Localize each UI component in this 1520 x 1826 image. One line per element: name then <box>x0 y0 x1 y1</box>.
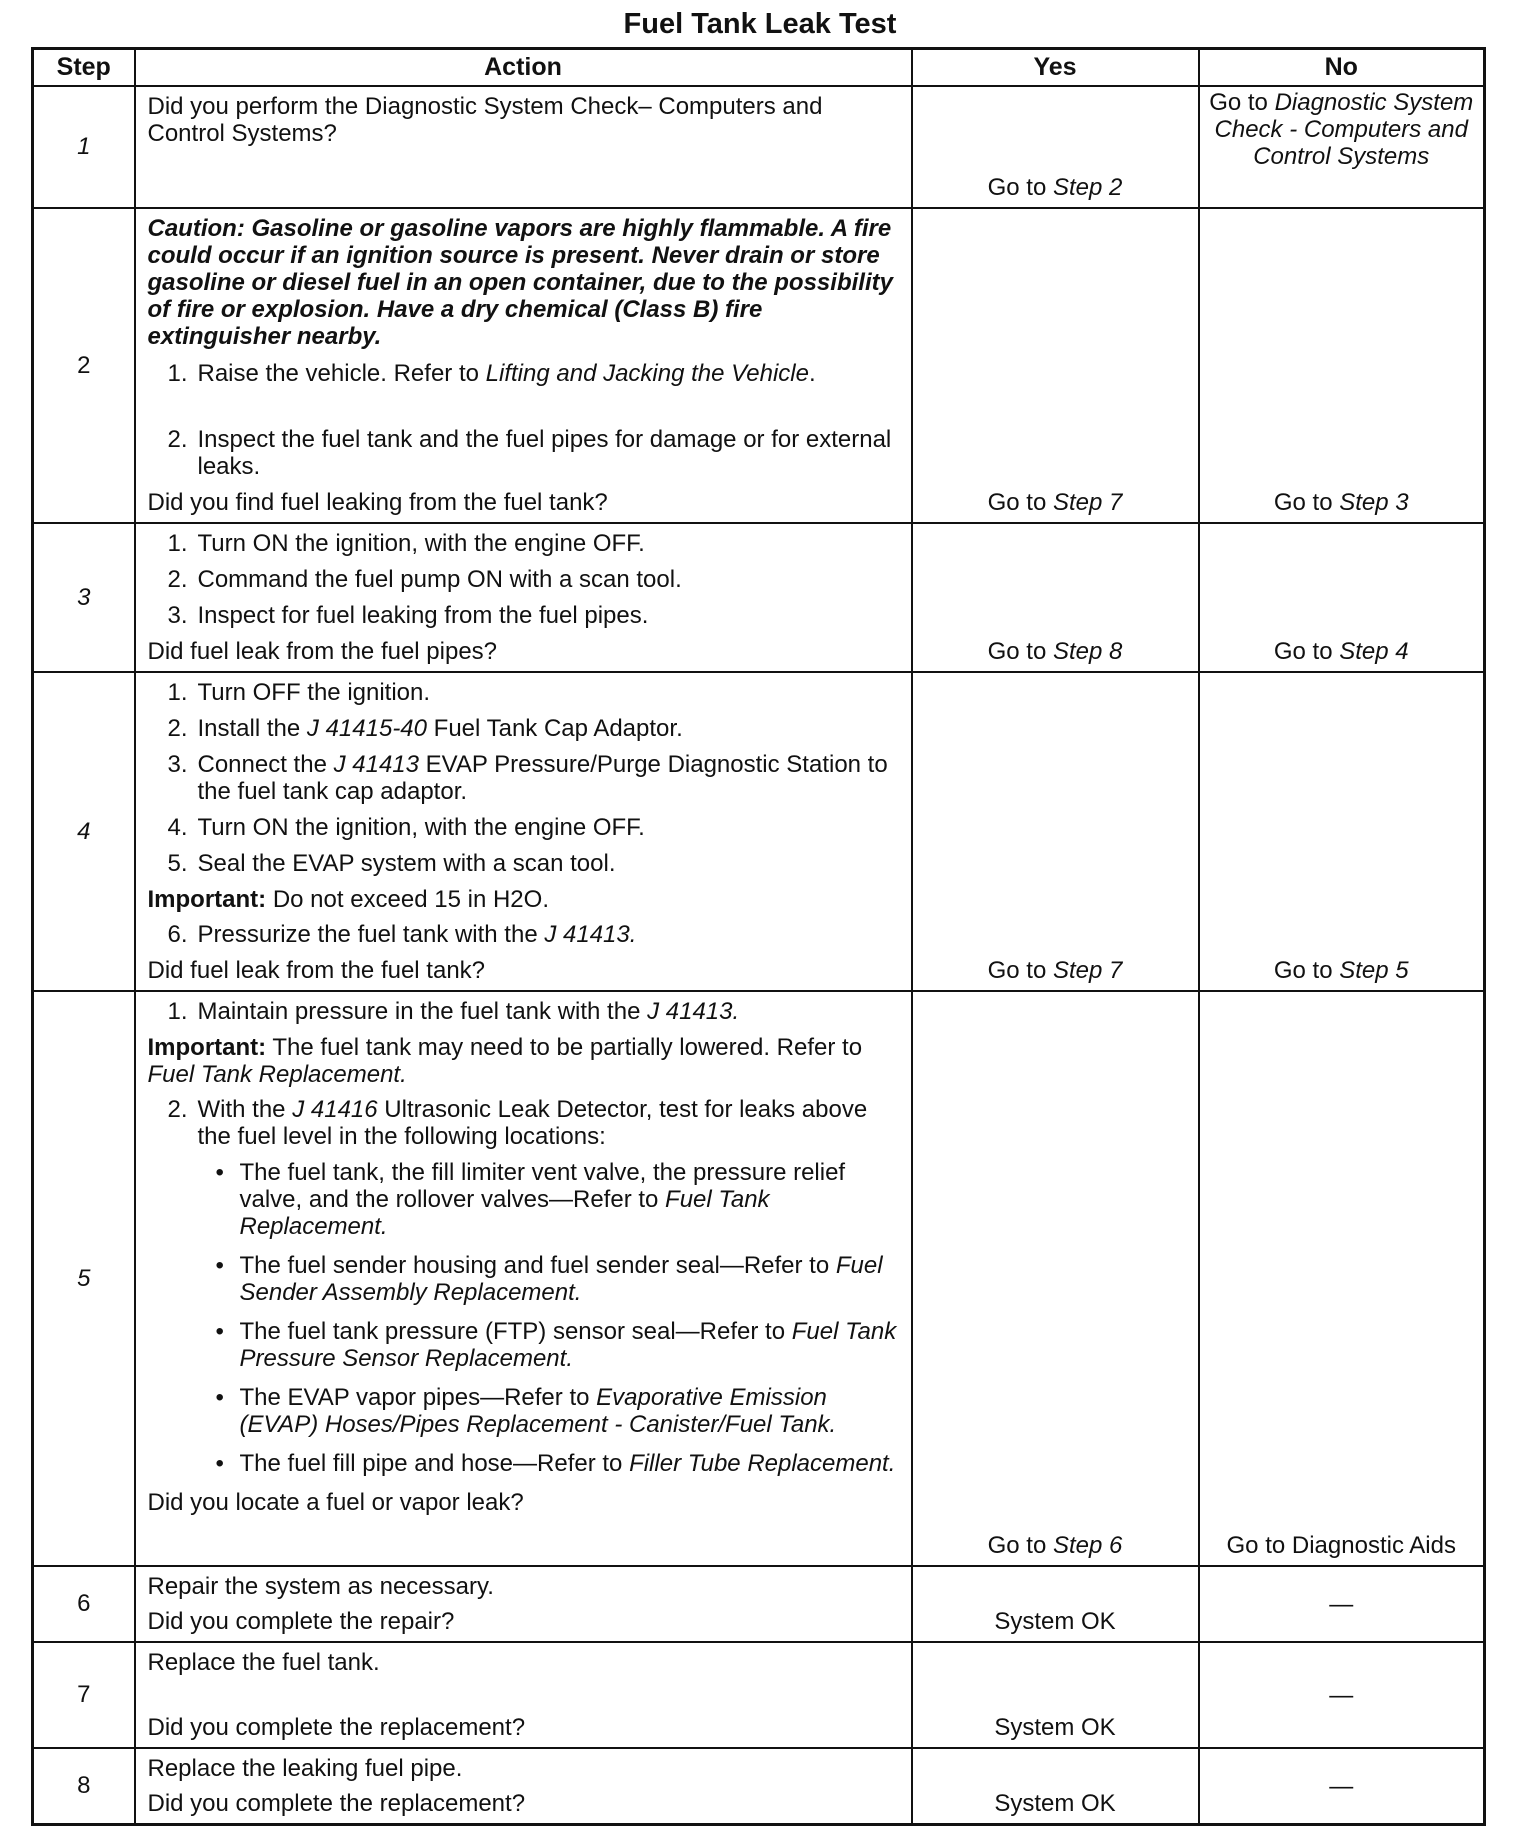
list-number: 2. <box>167 715 188 742</box>
action-cell <box>135 1748 912 1825</box>
no-cell: — <box>1199 1566 1485 1642</box>
list-text: Turn ON the ignition, with the engine OFF. <box>197 814 645 841</box>
tool-ref: J 41413. <box>647 998 740 1025</box>
important-label: Important: <box>147 886 267 913</box>
list-number: 2. <box>167 1096 188 1123</box>
action-cell <box>135 208 912 523</box>
bullet-text: The EVAP vapor pipes—Refer to <box>239 1384 590 1411</box>
yes-step-link[interactable]: Step 6 <box>1052 1532 1123 1559</box>
step-number: 6 <box>33 1566 135 1642</box>
list-item <box>148 814 901 841</box>
table-row-step-1 <box>33 86 1485 208</box>
no-step-link[interactable]: Step 5 <box>1339 957 1409 984</box>
bullet-item <box>148 1318 901 1372</box>
yes-cell <box>912 991 1199 1566</box>
step-number: 1 <box>33 86 135 208</box>
question: Did you perform the Diagnostic System Check– Computers and Control Systems? <box>147 93 823 147</box>
yes-prefix: Go to <box>987 489 1047 516</box>
yes-prefix: Go to <box>987 174 1047 201</box>
bullet-text: The fuel sender housing and fuel sender seal—Refer to <box>239 1252 830 1279</box>
list-number: 5. <box>167 850 188 877</box>
no-cell <box>1199 523 1485 672</box>
yes-prefix: Go to <box>987 1532 1047 1559</box>
list-text: EVAP Pressure/Purge Diagnostic Station to the fuel tank cap adaptor. <box>197 751 888 805</box>
question: Did fuel leak from the fuel pipes? <box>147 638 498 665</box>
step-number: 4 <box>33 672 135 991</box>
no-step-link[interactable]: Step 3 <box>1339 489 1409 516</box>
list-text: Pressurize the fuel tank with the <box>197 921 538 948</box>
bullet-item <box>148 1450 901 1477</box>
list-number: 1. <box>167 998 188 1025</box>
table-row-step-8 <box>33 1748 1485 1825</box>
list-number: 3. <box>167 602 188 629</box>
table-row-step-2 <box>33 208 1485 523</box>
list-text: Ultrasonic Leak Detector, test for leaks above the fuel level in the following locations: <box>197 1096 868 1150</box>
list-number: 1. <box>167 530 188 557</box>
list-number: 2. <box>167 566 188 593</box>
spacer <box>148 1684 901 1714</box>
action-line: Replace the leaking fuel pipe. <box>147 1755 463 1782</box>
tool-ref: J 41416 <box>292 1096 378 1123</box>
no-prefix: Go to <box>1209 89 1268 116</box>
step-number: 5 <box>33 991 135 1566</box>
tool-ref: J 41413. <box>544 921 637 948</box>
list-text: Install the <box>197 715 301 742</box>
question: Did you complete the replacement? <box>147 1790 526 1817</box>
question: Did you find fuel leaking from the fuel tank? <box>147 489 608 516</box>
header-yes: Yes <box>912 49 1199 87</box>
table-row-step-4 <box>33 672 1485 991</box>
header-step: Step <box>33 49 135 87</box>
yes-cell <box>912 86 1199 208</box>
list-text: Command the fuel pump ON with a scan tool. <box>197 566 682 593</box>
bullet: • <box>215 1318 224 1345</box>
important-text: The fuel tank may need to be partially lowered. Refer to <box>272 1034 863 1061</box>
list-item <box>148 566 901 593</box>
no-prefix: Go to <box>1273 489 1333 516</box>
procedure-link[interactable]: Fuel Tank Pressure Sensor Replacement. <box>239 1318 897 1372</box>
yes-prefix: Go to <box>987 638 1047 665</box>
list-item: 1. Raise the vehicle. Refer to Lifting and Jacking the Vehicle. <box>148 360 901 387</box>
action-cell <box>135 86 912 208</box>
important-note <box>148 1034 901 1088</box>
step-number: 3 <box>33 523 135 672</box>
yes-step-link[interactable]: Step 7 <box>1052 957 1123 984</box>
yes-cell <box>912 208 1199 523</box>
yes-step-link[interactable]: Step 2 <box>1052 174 1123 201</box>
header-no: No <box>1199 49 1485 87</box>
yes-cell <box>912 672 1199 991</box>
list-item <box>148 530 901 557</box>
table-row-step-5 <box>33 991 1485 1566</box>
tool-ref: J 41413 <box>333 751 419 778</box>
no-cell: — <box>1199 1642 1485 1748</box>
important-label: Important: <box>147 1034 267 1061</box>
no-prefix: Go to <box>1273 957 1333 984</box>
bullet-item <box>148 1252 901 1306</box>
no-cell <box>1199 86 1485 208</box>
bullet-text: The fuel tank, the fill limiter vent valve, the pressure relief valve, and the rollover valves—Refer to <box>239 1159 846 1213</box>
question: Did you complete the repair? <box>147 1608 455 1635</box>
header-action: Action <box>135 49 912 87</box>
header-row <box>33 49 1485 87</box>
procedure-link[interactable]: Evaporative Emission (EVAP) Hoses/Pipes Replacement - Canister/Fuel Tank. <box>239 1384 837 1438</box>
list-text: Seal the EVAP system with a scan tool. <box>197 850 616 877</box>
caution-text: Caution: Gasoline or gasoline vapors are highly flammable. A fire could occur if an ignition source is present. Never drain or store gasoline or diesel fuel in an open container, due to the possibility of fire or explosion. Have a dry chemical (Class B) fire extinguisher nearby. <box>147 215 893 350</box>
step-number: 7 <box>33 1642 135 1748</box>
spacer <box>148 396 901 426</box>
list-item <box>148 679 901 706</box>
list-number: 3. <box>167 751 188 778</box>
question: Did you complete the replacement? <box>147 1714 526 1741</box>
action-line: Repair the system as necessary. <box>147 1573 494 1600</box>
yes-step-link[interactable]: Step 7 <box>1052 489 1123 516</box>
list-item <box>148 921 901 948</box>
bullet-item <box>148 1384 901 1438</box>
list-text: Fuel Tank Cap Adaptor. <box>433 715 683 742</box>
table-row-step-7 <box>33 1642 1485 1748</box>
table-row-step-6 <box>33 1566 1485 1642</box>
list-text: Turn OFF the ignition. <box>197 679 431 706</box>
bullet-text: The fuel tank pressure (FTP) sensor seal—Refer to <box>239 1318 786 1345</box>
action-cell <box>135 1566 912 1642</box>
list-number: 2. <box>167 426 188 453</box>
bullet-item <box>148 1159 901 1240</box>
list-text: Maintain pressure in the fuel tank with the <box>197 998 641 1025</box>
procedure-link[interactable]: Lifting and Jacking the Vehicle <box>485 360 809 387</box>
no-diagnostic-aids-link[interactable]: Go to Diagnostic Aids <box>1226 1532 1456 1559</box>
yes-cell: System OK <box>912 1748 1199 1825</box>
list-item <box>148 602 901 629</box>
list-number: 4. <box>167 814 188 841</box>
list-item <box>148 998 901 1025</box>
list-text: Raise the vehicle. Refer to <box>197 360 479 387</box>
question: Did fuel leak from the fuel tank? <box>147 957 486 984</box>
yes-prefix: Go to <box>987 957 1047 984</box>
list-item <box>148 715 901 742</box>
yes-cell: System OK <box>912 1642 1199 1748</box>
question: Did you locate a fuel or vapor leak? <box>147 1489 524 1516</box>
list-text: Connect the <box>197 751 327 778</box>
action-line: Replace the fuel tank. <box>147 1649 380 1676</box>
tool-ref: J 41415-40 <box>306 715 427 742</box>
list-text: With the <box>197 1096 286 1123</box>
action-cell <box>135 523 912 672</box>
bullet: • <box>215 1450 224 1477</box>
bullet: • <box>215 1252 224 1279</box>
bullet: • <box>215 1384 224 1411</box>
no-cell <box>1199 991 1485 1566</box>
step-number: 2 <box>33 208 135 523</box>
procedure-link[interactable]: Fuel Tank Replacement. <box>147 1061 407 1088</box>
no-cell: — <box>1199 1748 1485 1825</box>
no-prefix: Go to <box>1273 638 1333 665</box>
table-row-step-3 <box>33 523 1485 672</box>
list-number: 1. <box>167 679 188 706</box>
procedure-link[interactable]: Filler Tube Replacement. <box>629 1450 896 1477</box>
procedure-link[interactable]: Fuel Tank Replacement. <box>239 1186 770 1240</box>
action-cell <box>135 1642 912 1748</box>
list-item <box>148 1096 901 1150</box>
list-text: Inspect for fuel leaking from the fuel pipes. <box>197 602 649 629</box>
list-number: 6. <box>167 921 188 948</box>
step-number: 8 <box>33 1748 135 1825</box>
important-note <box>148 886 901 913</box>
list-item <box>148 426 901 480</box>
no-cell <box>1199 208 1485 523</box>
list-text: Turn ON the ignition, with the engine OFF. <box>197 530 645 557</box>
yes-cell <box>912 523 1199 672</box>
procedure-link[interactable]: Fuel Sender Assembly Replacement. <box>239 1252 883 1306</box>
list-text: Inspect the fuel tank and the fuel pipes for damage or for external leaks. <box>197 426 892 480</box>
list-item <box>148 751 901 805</box>
bullet-text: The fuel fill pipe and hose—Refer to <box>239 1450 623 1477</box>
diagnostic-table <box>31 47 1486 1826</box>
no-step-link[interactable]: Diagnostic System Check - Computers and Control Systems <box>1214 89 1474 170</box>
important-text: Do not exceed 15 in H2O. <box>272 886 549 913</box>
page-title: Fuel Tank Leak Test <box>623 8 897 40</box>
no-step-link[interactable]: Step 4 <box>1339 638 1409 665</box>
list-number: 1. <box>167 360 188 387</box>
action-cell <box>135 672 912 991</box>
action-cell <box>135 991 912 1566</box>
yes-step-link[interactable]: Step 8 <box>1052 638 1123 665</box>
no-cell <box>1199 672 1485 991</box>
bullet: • <box>215 1159 224 1186</box>
yes-cell: System OK <box>912 1566 1199 1642</box>
list-item <box>148 850 901 877</box>
